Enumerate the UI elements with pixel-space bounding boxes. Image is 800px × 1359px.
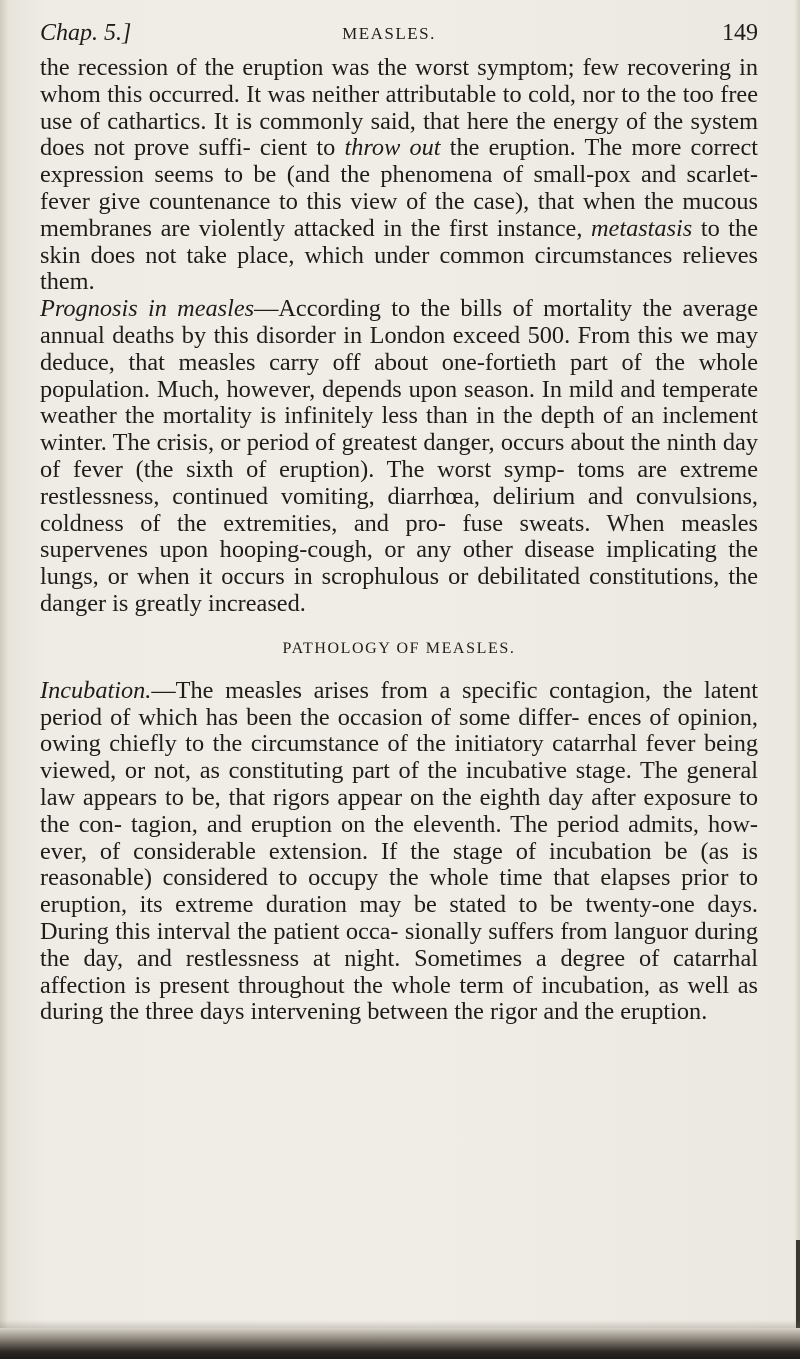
chapter-label: Chap. 5.]	[40, 20, 132, 46]
running-header	[40, 14, 758, 48]
p1-text-c: to the skin does not take place, which under common circumstances relieves them.	[40, 214, 758, 296]
prognosis-lead: Prognosis in measles	[40, 295, 255, 323]
incubation-text: —The measles arises from a specific contagion, the latent period of which has been the occasion of some differ- ences of opinion, owing chiefly to the circumstance of the initiatory catarrhal fever being viewed, or not, as constituting part of the incubative stage. The general law appears to be, that rigors appear on the eighth day after exposure to the con- tagion, and eruption on the eleventh. The period admits, how- ever, of considerable extension. If the stage of incubation be (as is reasonable) considered to occupy the whole time that elapses prior to eruption, its extreme duration may be stated to be twenty-one days. During this interval the patient occa- sionally suffers from languor during the day, and restlessness at night. Sometimes a degree of catarrhal affection is present throughout the whole term of incubation, as well as during the three days intervening between the rigor and the eruption.	[40, 676, 758, 1026]
p1-italic-metastasis: metastasis	[591, 214, 693, 242]
page-bottom-edge	[0, 1328, 800, 1359]
page-left-edge-shadow	[0, 0, 8, 1359]
p1-text-b: the eruption. The more correct expression seems to be (and the phenomena of small-pox and scarlet-fever give countenance to this view of the case), that when the mucous membranes are violently attacked in the first instance,	[40, 134, 758, 242]
prognosis-text: —According to the bills of mortality the average annual deaths by this disorder in London exceed 500. From this we may deduce, that measles carry off about one-fortieth part of the whole population. Much, however, depends upon season. In mild and temperate weather the mortality is infinitely less than in the depth of an inclement winter. The crisis, or period of greatest danger, occurs about the ninth day of fever (the sixth of eruption). The worst symp- toms are extreme restlessness, continued vomiting, diarrhœa, delirium and convulsions, coldness of the extremities, and pro- fuse sweats. When measles supervenes upon hooping-cough, or any other disease implicating the lungs, or when it occurs in scrophulous or debilitated constitutions, the danger is greatly increased.	[40, 295, 758, 617]
p1-italic-throw-out: throw out	[344, 134, 441, 162]
paragraph-recession	[40, 55, 758, 296]
incubation-lead: Incubation.	[40, 676, 152, 704]
section-heading: PATHOLOGY OF MEASLES.	[282, 639, 516, 657]
running-title: MEASLES.	[342, 24, 436, 43]
page-body	[40, 55, 758, 1026]
p1-text-a: the recession of the eruption was the worst symptom; few recovering in whom this occurred. It was neither attributable to cold, nor to the too free use of cathartics. It is commonly said, that here the energy of the system does not prove suffi- cient to	[40, 54, 758, 162]
page-right-edge-shadow	[794, 0, 800, 1359]
paragraph-incubation	[40, 678, 758, 1026]
paragraph-prognosis	[40, 296, 758, 618]
page-number: 149	[722, 20, 758, 46]
